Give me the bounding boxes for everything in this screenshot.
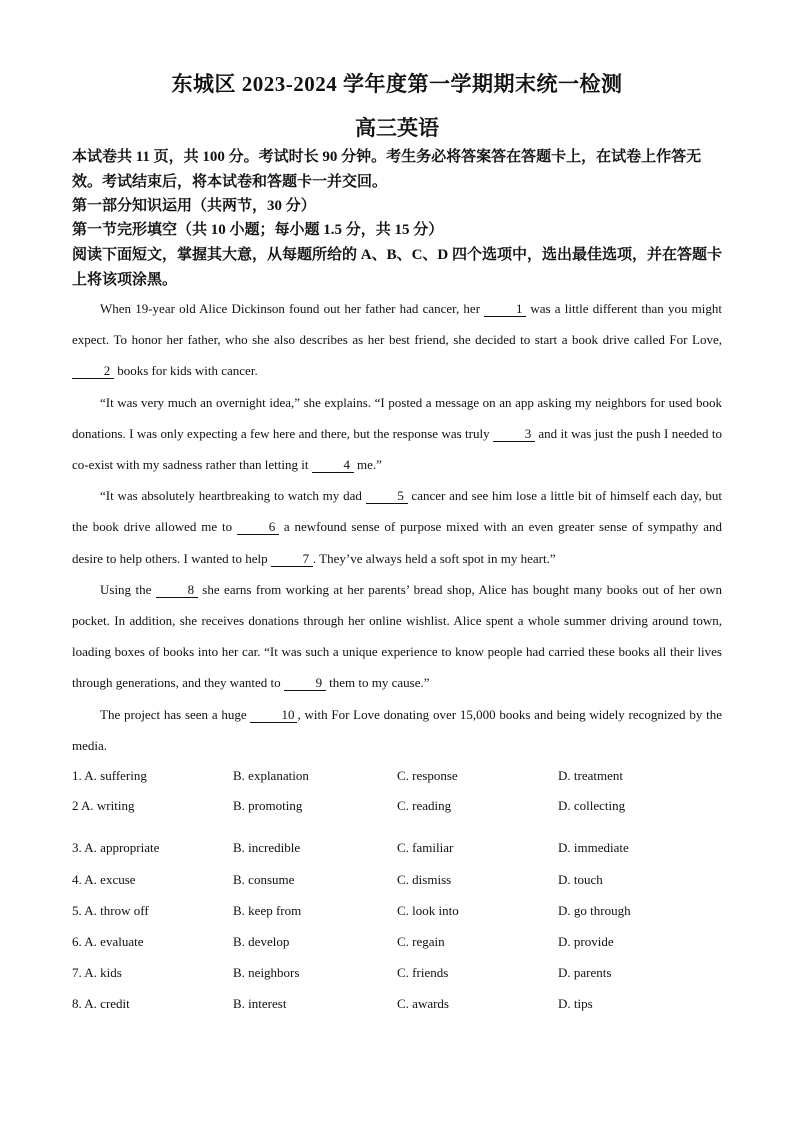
option-b: B. incredible xyxy=(233,840,301,855)
question-options-6 xyxy=(72,934,732,954)
blank-9: 9 xyxy=(284,676,326,691)
passage-paragraph-1 xyxy=(72,293,722,387)
option-c: C. friends xyxy=(397,965,449,980)
question-options-5 xyxy=(72,903,732,923)
option-b: B. develop xyxy=(233,934,290,949)
option-d: D. parents xyxy=(558,965,612,980)
option-a: 5. A. throw off xyxy=(72,903,149,918)
option-d: D. immediate xyxy=(558,840,629,855)
option-d: D. collecting xyxy=(558,798,626,813)
question-options-2 xyxy=(72,798,732,818)
task-instructions: 阅读下面短文，掌握其大意，从每题所给的 A、B、C、D 四个选项中，选出最佳选项，并在答题卡上将该项涂黑。 xyxy=(72,247,723,288)
question-options-7 xyxy=(72,965,732,985)
option-d: D. tips xyxy=(558,996,593,1011)
passage-text: was a little different than you might expect. To honor her father, who she also describes as her best friend, she decided to start a book drive called For Love, xyxy=(72,301,722,348)
general-instructions: 本试卷共 11 页，共 100 分。考试时长 90 分钟。考生务必将答案答在答题卡上，在试卷上作答无效。考试结束后，将本试卷和答题卡一并交回。 xyxy=(72,149,702,190)
blank-7: 7 xyxy=(271,552,313,567)
question-options-4 xyxy=(72,872,732,892)
blank-10: 10 xyxy=(250,708,297,723)
section-heading: 第一节完形填空（共 10 小题；每小题 1.5 分，共 15 分） xyxy=(72,222,444,238)
option-a: 2 A. writing xyxy=(72,798,135,813)
passage-text: When 19-year old Alice Dickinson found out her father had cancer, her xyxy=(100,301,485,316)
option-c: C. familiar xyxy=(397,840,454,855)
passage-text: . They’ve always held a soft spot in my heart.” xyxy=(312,550,556,566)
passage-text: she earns from working at her parents’ bread shop, Alice has bought many books out of her own pocket. In addition, she receives donations through her online wishlist. Alice spent a whole summer driving around town, loading boxes of books into her car. “It was such a unique experience to know people had carried these books all their lives through generations, and they wanted to xyxy=(72,581,722,691)
option-b: B. consume xyxy=(233,872,295,887)
option-c: C. awards xyxy=(397,996,449,1011)
option-d: D. treatment xyxy=(558,768,623,783)
blank-5: 5 xyxy=(366,489,408,504)
option-b: B. keep from xyxy=(233,903,302,918)
option-a: 4. A. excuse xyxy=(72,872,136,887)
option-c: C. response xyxy=(397,768,458,783)
option-b: B. explanation xyxy=(233,768,309,783)
passage-paragraph-4 xyxy=(72,574,722,699)
option-a: 8. A. credit xyxy=(72,996,130,1011)
question-options-1 xyxy=(72,768,732,788)
blank-2: 2 xyxy=(72,364,114,379)
passage-text: “It was absolutely heartbreaking to watch my dad xyxy=(100,488,366,504)
exam-subject: 高三英语 xyxy=(355,116,439,140)
passage-text: The project has seen a huge xyxy=(100,706,251,722)
option-d: D. go through xyxy=(558,903,631,918)
passage-text: them to my cause.” xyxy=(325,675,430,691)
passage-text: a newfound sense of purpose mixed with an even greater sense of sympathy and desire to help others. I wanted to help xyxy=(72,519,722,566)
passage-paragraph-5 xyxy=(72,699,722,761)
blank-4: 4 xyxy=(312,458,354,473)
passage-text: cancer and see him lose a little bit of himself each day, but the book drive allowed me to xyxy=(72,488,723,535)
option-c: C. reading xyxy=(397,798,452,813)
question-options-3 xyxy=(72,840,732,860)
blank-1: 1 xyxy=(484,302,526,317)
blank-3: 3 xyxy=(493,427,535,442)
passage-text: , with For Love donating over 15,000 books and being widely recognized by the media. xyxy=(72,706,722,753)
question-options-8 xyxy=(72,996,732,1016)
option-b: B. interest xyxy=(233,996,287,1011)
option-a: 3. A. appropriate xyxy=(72,840,160,855)
option-b: B. neighbors xyxy=(233,965,300,980)
cloze-passage xyxy=(72,293,722,761)
blank-8: 8 xyxy=(156,583,198,598)
passage-text: “It was very much an overnight idea,” she explains. “I posted a message on an app asking my neighbors for used book donations. I was only expecting a few here and there, but the response was truly xyxy=(72,394,722,441)
passage-paragraph-3 xyxy=(72,480,722,574)
passage-text: and it was just the push I needed to co-exist with my sadness rather than letting it xyxy=(72,425,723,473)
option-d: D. provide xyxy=(558,934,614,949)
option-a: 6. A. evaluate xyxy=(72,934,144,949)
passage-text: me.” xyxy=(353,457,382,473)
option-c: C. look into xyxy=(397,903,459,918)
part-heading: 第一部分知识运用（共两节，30 分） xyxy=(72,198,316,214)
option-d: D. touch xyxy=(558,872,603,887)
option-a: 1. A. suffering xyxy=(72,768,147,783)
option-c: C. dismiss xyxy=(397,872,452,887)
option-c: C. regain xyxy=(397,934,445,949)
passage-text: books for kids with cancer. xyxy=(114,363,258,379)
option-a: 7. A. kids xyxy=(72,965,122,980)
blank-6: 6 xyxy=(237,520,279,535)
passage-paragraph-2 xyxy=(72,387,722,481)
option-b: B. promoting xyxy=(233,798,303,813)
passage-text: Using the xyxy=(100,581,156,597)
exam-title: 东城区 2023-2024 学年度第一学期期末统一检测 xyxy=(171,72,623,96)
